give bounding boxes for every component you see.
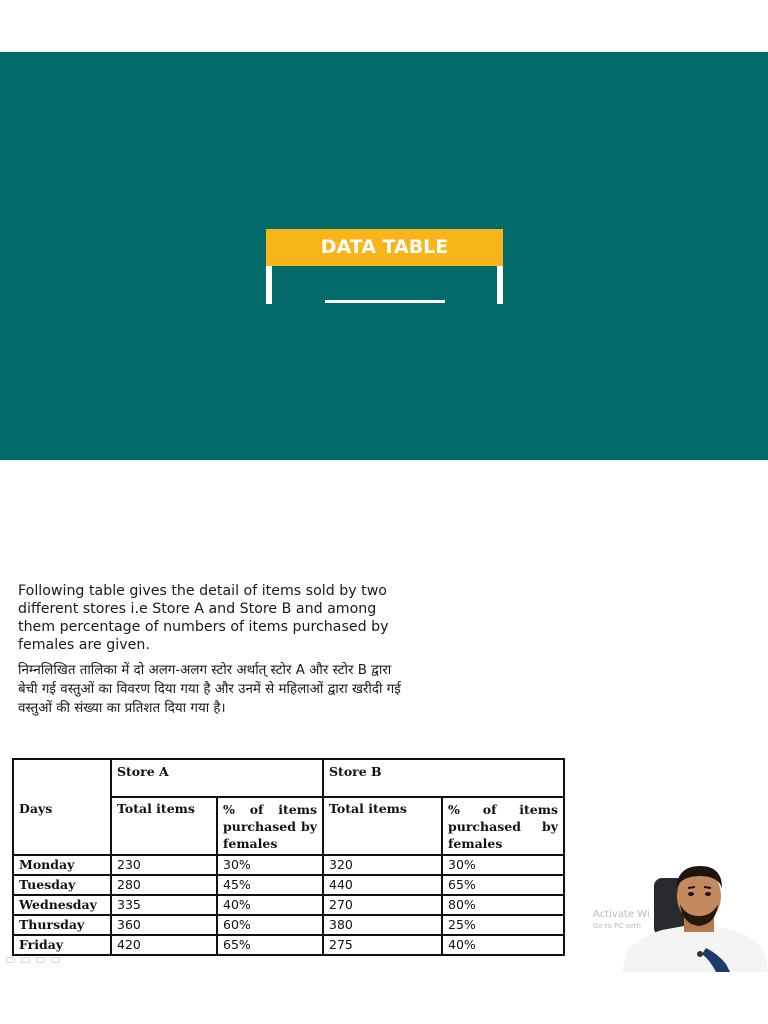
frame-left-leg bbox=[266, 266, 272, 304]
data-table bbox=[12, 758, 565, 956]
store-a-pct-cell: 40% bbox=[217, 895, 323, 915]
table-row bbox=[13, 895, 564, 915]
frame-right-leg bbox=[497, 266, 503, 304]
table-row bbox=[13, 855, 564, 875]
store-a-pct-cell: 65% bbox=[217, 935, 323, 955]
presenter-silhouette bbox=[622, 858, 768, 972]
store-b-total-cell: 380 bbox=[323, 915, 442, 935]
table-row bbox=[13, 915, 564, 935]
store-a-pct-cell: 45% bbox=[217, 875, 323, 895]
table-row bbox=[13, 875, 564, 895]
store-a-total-cell: 420 bbox=[111, 935, 217, 955]
title-underline bbox=[325, 300, 445, 303]
top-white-band bbox=[0, 0, 768, 52]
store-b-pct-cell: 30% bbox=[442, 855, 564, 875]
more-options-icon[interactable] bbox=[51, 957, 60, 963]
store-b-header: Store B bbox=[323, 759, 564, 797]
days-header: Days bbox=[13, 759, 111, 855]
watermark-line-1: Activate Wi bbox=[593, 909, 650, 920]
day-cell: Wednesday bbox=[13, 895, 111, 915]
day-cell: Thursday bbox=[13, 915, 111, 935]
presentation-toolbar[interactable] bbox=[6, 957, 60, 963]
store-a-header: Store A bbox=[111, 759, 323, 797]
presenter-video bbox=[622, 858, 768, 972]
title-frame bbox=[266, 229, 503, 304]
store-b-total-cell: 275 bbox=[323, 935, 442, 955]
store-a-total-cell: 335 bbox=[111, 895, 217, 915]
store-b-pct-cell: 65% bbox=[442, 875, 564, 895]
slides-overview-icon[interactable] bbox=[36, 957, 45, 963]
store-b-pct-cell: 25% bbox=[442, 915, 564, 935]
store-a-total-cell: 360 bbox=[111, 915, 217, 935]
description-hindi: निम्नलिखित तालिका में दो अलग-अलग स्टोर अर्थात् स्टोर A और स्टोर B द्वारा बेची गई वस्तुओं का विवरण दिया गया है और उनमें से महिलाओं द्वारा खरीदी गई वस्तुओं की संख्या का प्रतिशत दिया गया है। bbox=[18, 663, 401, 716]
day-cell: Monday bbox=[13, 855, 111, 875]
table-row bbox=[13, 935, 564, 955]
store-b-pct-females-header: % of items purchased by females bbox=[442, 797, 564, 855]
description-english: Following table gives the detail of items sold by two different stores i.e Store A and Store B and among them percentage of numbers of items purchased by females are given. bbox=[18, 583, 389, 653]
day-cell: Friday bbox=[13, 935, 111, 955]
store-a-pct-females-header: % of items purchased by females bbox=[217, 797, 323, 855]
store-a-pct-cell: 60% bbox=[217, 915, 323, 935]
slide-title: DATA TABLE bbox=[266, 229, 503, 266]
watermark-line-2: Go to PC setti bbox=[593, 922, 641, 930]
day-cell: Tuesday bbox=[13, 875, 111, 895]
store-b-pct-cell: 40% bbox=[442, 935, 564, 955]
store-b-total-cell: 270 bbox=[323, 895, 442, 915]
store-b-total-items-header: Total items bbox=[323, 797, 442, 855]
store-a-pct-cell: 30% bbox=[217, 855, 323, 875]
pen-tool-icon[interactable] bbox=[21, 957, 30, 963]
store-a-total-cell: 280 bbox=[111, 875, 217, 895]
store-header-row bbox=[13, 759, 564, 797]
prev-slide-icon[interactable] bbox=[6, 957, 15, 963]
store-a-total-items-header: Total items bbox=[111, 797, 217, 855]
store-b-pct-cell: 80% bbox=[442, 895, 564, 915]
store-b-total-cell: 440 bbox=[323, 875, 442, 895]
store-a-total-cell: 230 bbox=[111, 855, 217, 875]
store-b-total-cell: 320 bbox=[323, 855, 442, 875]
